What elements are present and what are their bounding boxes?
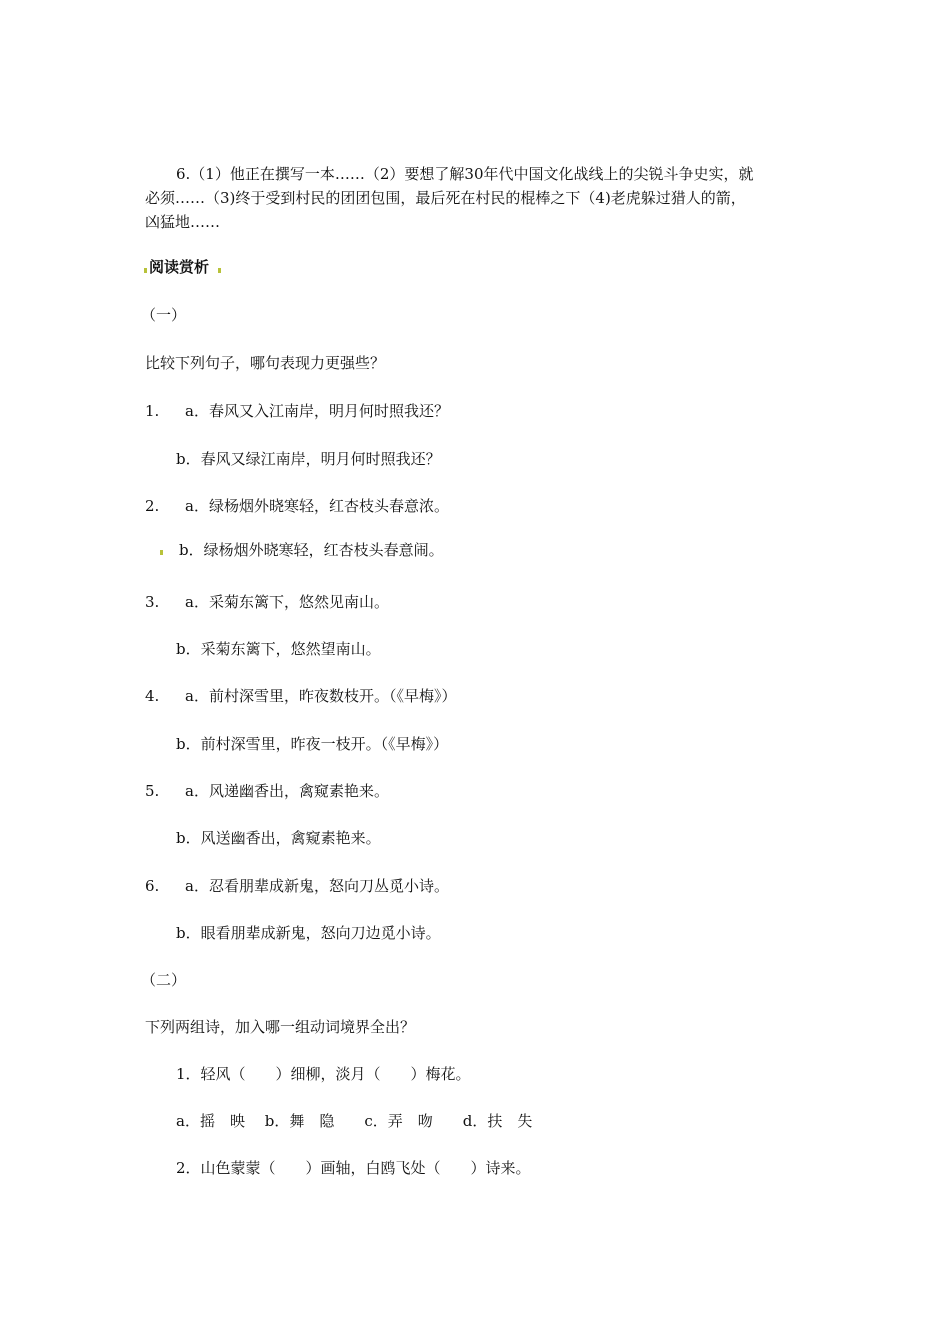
part2-question-2: 2．山色蒙蒙（ ）画轴，白鸥飞处（ ）诗来。 [176,1159,531,1177]
item-number: 3. [145,593,160,611]
item-option-a: a．绿杨烟外晓寒轻，红杏枝头春意浓。 [185,497,449,515]
part2-question: 下列两组诗，加入哪一组动词境界全出？ [145,1018,416,1036]
answer6-line3: 凶猛地…… [145,213,221,231]
item-option-b: b．采菊东篱下，悠然望南山。 [176,640,381,658]
item-option-b: b．风送幽香出，禽窥素艳来。 [176,829,381,847]
highlight-mark [144,268,147,273]
item-number: 4. [145,687,160,705]
item-option-a: a．采菊东篱下，悠然见南山。 [185,593,389,611]
item-option-b: b．前村深雪里，昨夜一枝开。（《早梅》） [176,735,449,753]
item-option-a: a．春风又入江南岸，明月何时照我还？ [185,402,449,420]
part1-label: （一） [141,306,187,324]
answer6-line1: 6.（1）他正在撰写一本……（2）要想了解30年代中国文化战线上的尖锐斗争史实，就 [176,165,754,183]
highlight-mark [218,268,221,273]
part2-options: a．摇 映 b．舞 隐 c．弄 吻 d．扶 失 [176,1112,533,1130]
item-number: 2. [145,497,160,515]
part2-label: （二） [141,971,187,989]
item-number: 6. [145,877,160,895]
item-option-a: a．风递幽香出，禽窥素艳来。 [185,782,389,800]
answer6-line2: 必须……（3)终于受到村民的团团包围，最后死在村民的棍棒之下（4)老虎躲过猎人的箭， [145,189,746,207]
item-option-b: b．眼看朋辈成新鬼，怒向刀边觅小诗。 [176,924,441,942]
part1-question: 比较下列句子，哪句表现力更强些？ [145,354,386,372]
item-option-b: b．春风又绿江南岸，明月何时照我还？ [176,450,441,468]
item-number: 5. [145,782,160,800]
highlight-mark [160,550,163,555]
item-number: 1. [145,402,160,420]
item-option-a: a．忍看朋辈成新鬼，怒向刀丛觅小诗。 [185,877,449,895]
item-option-a: a．前村深雪里，昨夜数枝开。（《早梅》） [185,687,457,705]
section-title: 阅读赏析 [149,258,210,276]
item-option-b: b．绿杨烟外晓寒轻，红杏枝头春意闹。 [179,541,444,559]
part2-question-1: 1．轻风（ ）细柳，淡月（ ）梅花。 [176,1065,471,1083]
